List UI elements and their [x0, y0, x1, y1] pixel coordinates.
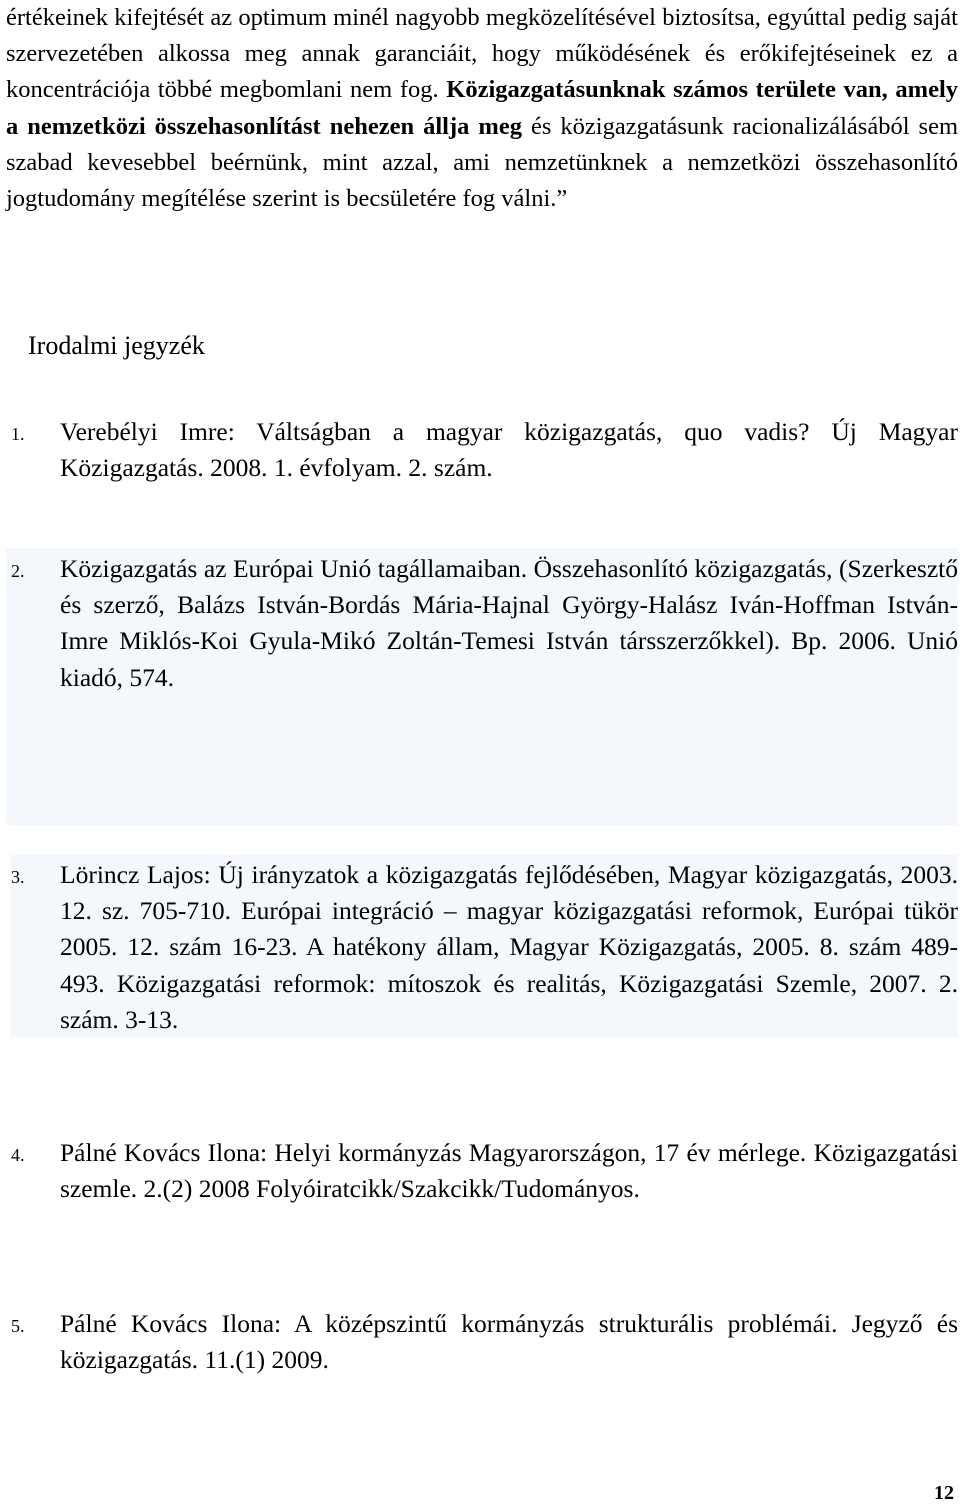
reference-text: Közigazgatás az Európai Unió tagállamaiban. Összehasonlító közigazgatás, (Szerkesztő és szerző, Balázs István-Bordás Mária-Hajnal György-Halász Iván-Hoffman István-Imre Miklós-Koi Gyula-Mikó Zoltán-Temesi István társszerzőkkel). Bp. 2006. Unió kiadó, 574. — [60, 554, 958, 692]
section-heading: Irodalmi jegyzék — [28, 331, 205, 360]
reference-text: Pálné Kovács Ilona: A középszintű kormányzás strukturális problémái. Jegyző és közigazgatás. 11.(1) 2009. — [60, 1309, 958, 1375]
reference-text: Verebélyi Imre: Váltságban a magyar közigazgatás, quo vadis? Új Magyar Közigazgatás. 2008. 1. évfolyam. 2. szám. — [60, 417, 958, 483]
intro-text-end: és közigazgatásunk racionalizálásából sem szabad kevesebbel beérnünk, mint azzal, ami nemzetünknek a nemzetközi összehasonlító jogtudomány megítélése szerint is becsületére fog válni.” — [6, 112, 958, 213]
page-number: 12 — [934, 1482, 954, 1504]
reference-number: 4. — [11, 1145, 25, 1165]
intro-bold-text: Közigazgatásunknak számos területe van, amely a nemzetközi összehasonlítást nehezen állja meg — [6, 76, 958, 140]
reference-item-5 — [11, 1306, 958, 1378]
reference-number: 1. — [11, 424, 25, 444]
reference-text: Pálné Kovács Ilona: Helyi kormányzás Magyarországon, 17 év mérlege. Közigazgatási szemle. 2.(2) 2008 Folyóiratcikk/Szakcikk/Tudományos. — [60, 1138, 958, 1204]
reference-number: 2. — [11, 561, 25, 581]
reference-number: 3. — [11, 867, 25, 887]
reference-item-1 — [11, 414, 958, 486]
highlight-block-mid — [6, 690, 958, 825]
reference-text: Lörincz Lajos: Új irányzatok a közigazgatás fejlődésében, Magyar közigazgatás, 2003. 12. sz. 705-710. Európai integráció – magyar közigazgatási reformok, Európai tükör 2005. 12. szám 16-23. A hatékony állam, Magyar Közigazgatás, 2005. 8. szám 489-493. Közigazgatási reformok: mítoszok és realitás, Közigazgatási Szemle, 2007. 2. szám. 3-13. — [60, 860, 958, 1034]
reference-item-4 — [11, 1135, 958, 1207]
reference-number: 5. — [11, 1316, 25, 1336]
reference-item-2 — [11, 551, 958, 696]
intro-paragraph — [6, 0, 958, 217]
intro-text-start: értékeinek kifejtését az optimum minél nagyobb megközelítésével biztosítsa, egyúttal pedig saját szervezetében alkossa meg annak garanciáit, hogy működésének és erőkifejtéseinek ez a koncentrációja többé megbomlani nem fog. — [6, 4, 958, 104]
reference-item-3 — [11, 857, 958, 1038]
